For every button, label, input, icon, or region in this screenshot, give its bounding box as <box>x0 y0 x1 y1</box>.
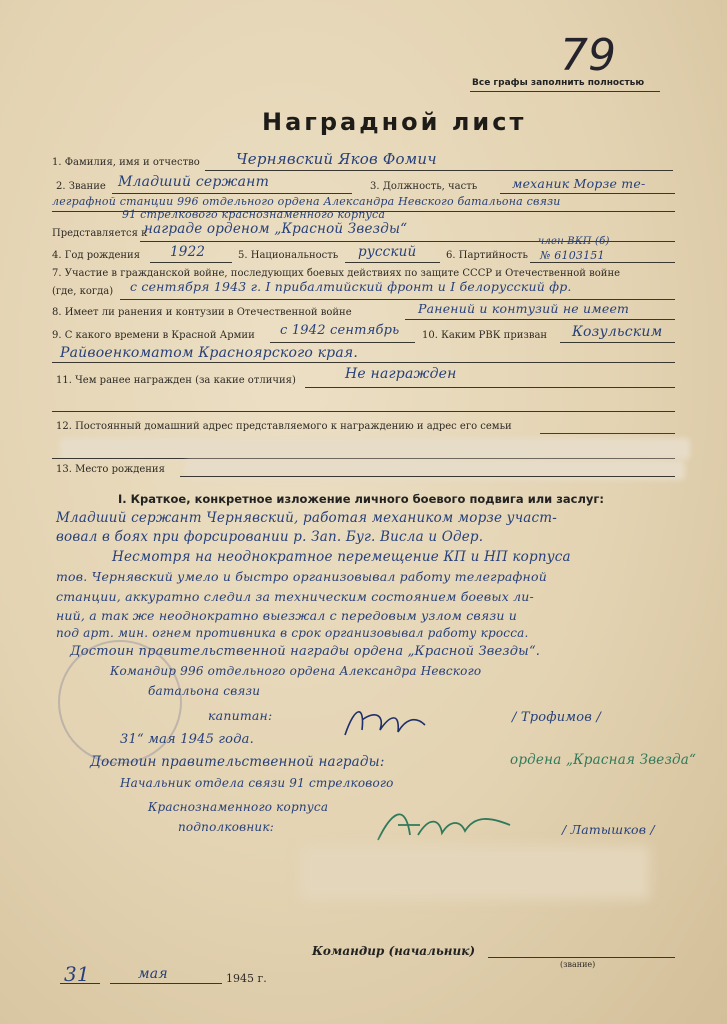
narrative-line-7: под арт. мин. огнем противника в срок организовывал работу кросса. <box>56 626 529 640</box>
commander-line-1: Командир 996 отдельного ордена Александра Невского <box>110 664 482 678</box>
field-5-label: 5. Национальность <box>238 250 339 261</box>
field-5-value: русский <box>358 244 417 260</box>
field-7-value: с сентября 1943 г. I прибалтийский фронт и I белорусский фр. <box>130 279 572 294</box>
page-title: Наградной лист <box>262 108 527 136</box>
bottom-month: мая <box>138 966 168 982</box>
field-11-value: Не награжден <box>345 366 457 382</box>
field-4-value: 1922 <box>170 244 206 260</box>
signer-latyshkov: / Латышков / <box>562 822 655 837</box>
signature-trofimov <box>340 700 430 745</box>
redacted-birthplace <box>185 460 685 480</box>
field-3-value-1: механик Морзе те- <box>512 176 646 191</box>
bottom-year: 1945 г. <box>226 972 267 985</box>
field-3-value-3: 91 стрелкового краснознаменного корпуса <box>122 208 386 221</box>
field-7-label-2: (где, когда) <box>52 286 114 297</box>
narrative-line-1: Младший сержант Чернявский, работая механиком морзе участ- <box>56 510 558 526</box>
chief-line-1: Начальник отдела связи 91 стрелкового <box>120 776 394 790</box>
field-6-label: 6. Партийность <box>446 250 528 261</box>
commander-rank: капитан: <box>208 708 273 723</box>
field-9-label: 9. С какого времени в Красной Армии <box>52 330 255 341</box>
bottom-commander-label: Командир (начальник) <box>312 944 476 958</box>
field-11-label: 11. Чем ранее награжден (за какие отличия) <box>56 375 296 386</box>
field-3-value-2: леграфной станции 996 отдельного ордена Александра Невского батальона связи <box>52 195 561 208</box>
archive-number: 79 <box>560 30 616 81</box>
field-13-label: 13. Место рождения <box>56 464 165 475</box>
field-6-value-1: член ВКП (б) <box>538 236 610 247</box>
narrative-line-2: вовал в боях при форсировании р. Зап. Буг. Висла и Одер. <box>56 529 484 545</box>
rank-caption: (звание) <box>560 960 596 969</box>
field-4-label: 4. Год рождения <box>52 250 141 261</box>
field-2-label: 2. Звание <box>56 181 106 192</box>
field-10-label: 10. Каким РВК призван <box>422 330 548 341</box>
redacted-address <box>60 438 690 460</box>
field-12-label: 12. Постоянный домашний адрес представляемого к награждению и адрес его семьи <box>56 421 512 432</box>
field-7-label: 7. Участие в гражданской войне, последующих боевых действиях по защите СССР и Отечественной войне <box>52 268 621 279</box>
signature-latyshkov <box>370 795 520 850</box>
field-6-value-2: № 6103151 <box>540 249 605 262</box>
worthy-value: ордена „Красная Звезда“ <box>510 752 697 768</box>
worthy-label: Достоин правительственной награды: <box>90 754 385 770</box>
section-heading: I. Краткое, конкретное изложение личного боевого подвига или заслуг: <box>118 492 605 506</box>
fill-notice: Все графы заполнить полностью <box>472 78 645 88</box>
signer-trofimov: / Трофимов / <box>512 710 601 725</box>
faded-background-text <box>300 845 650 900</box>
narrative-line-5: станции, аккуратно следил за техническим состоянием боевых ли- <box>56 589 534 604</box>
commander-line-2: батальона связи <box>148 684 261 698</box>
field-10-value-2: Райвоенкоматом Красноярского края. <box>60 345 359 361</box>
field-8-label: 8. Имеет ли ранения и контузии в Отечественной войне <box>52 307 352 318</box>
narrative-line-4: тов. Чернявский умело и быстро организовывал работу телеграфной <box>56 569 547 584</box>
nominated-label: Представляется к <box>52 228 148 239</box>
date-1: 31“ мая 1945 года. <box>120 732 254 747</box>
field-3-label: 3. Должность, часть <box>370 181 478 192</box>
narrative-line-6: ний, а так же неоднократно выезжал с передовым узлом связи и <box>56 608 518 623</box>
nominated-value: награде орденом „Красной Звезды“ <box>144 221 408 237</box>
bottom-day: 31 <box>64 962 90 986</box>
field-8-value: Ранений и контузий не имеет <box>418 301 630 316</box>
chief-rank: подполковник: <box>178 820 274 834</box>
narrative-line-3: Несмотря на неоднократное перемещение КП и НП корпуса <box>112 549 571 565</box>
chief-line-2: Краснознаменного корпуса <box>148 800 329 814</box>
field-10-value-1: Козульским <box>572 324 663 340</box>
narrative-line-8: Достоин правительственной награды ордена „Красной Звезды“. <box>70 644 541 659</box>
field-1-label: 1. Фамилия, имя и отчество <box>52 157 200 168</box>
field-1-value: Чернявский Яков Фомич <box>236 150 437 168</box>
field-9-value: с 1942 сентябрь <box>280 323 400 338</box>
field-2-value: Младший сержант <box>118 174 270 190</box>
